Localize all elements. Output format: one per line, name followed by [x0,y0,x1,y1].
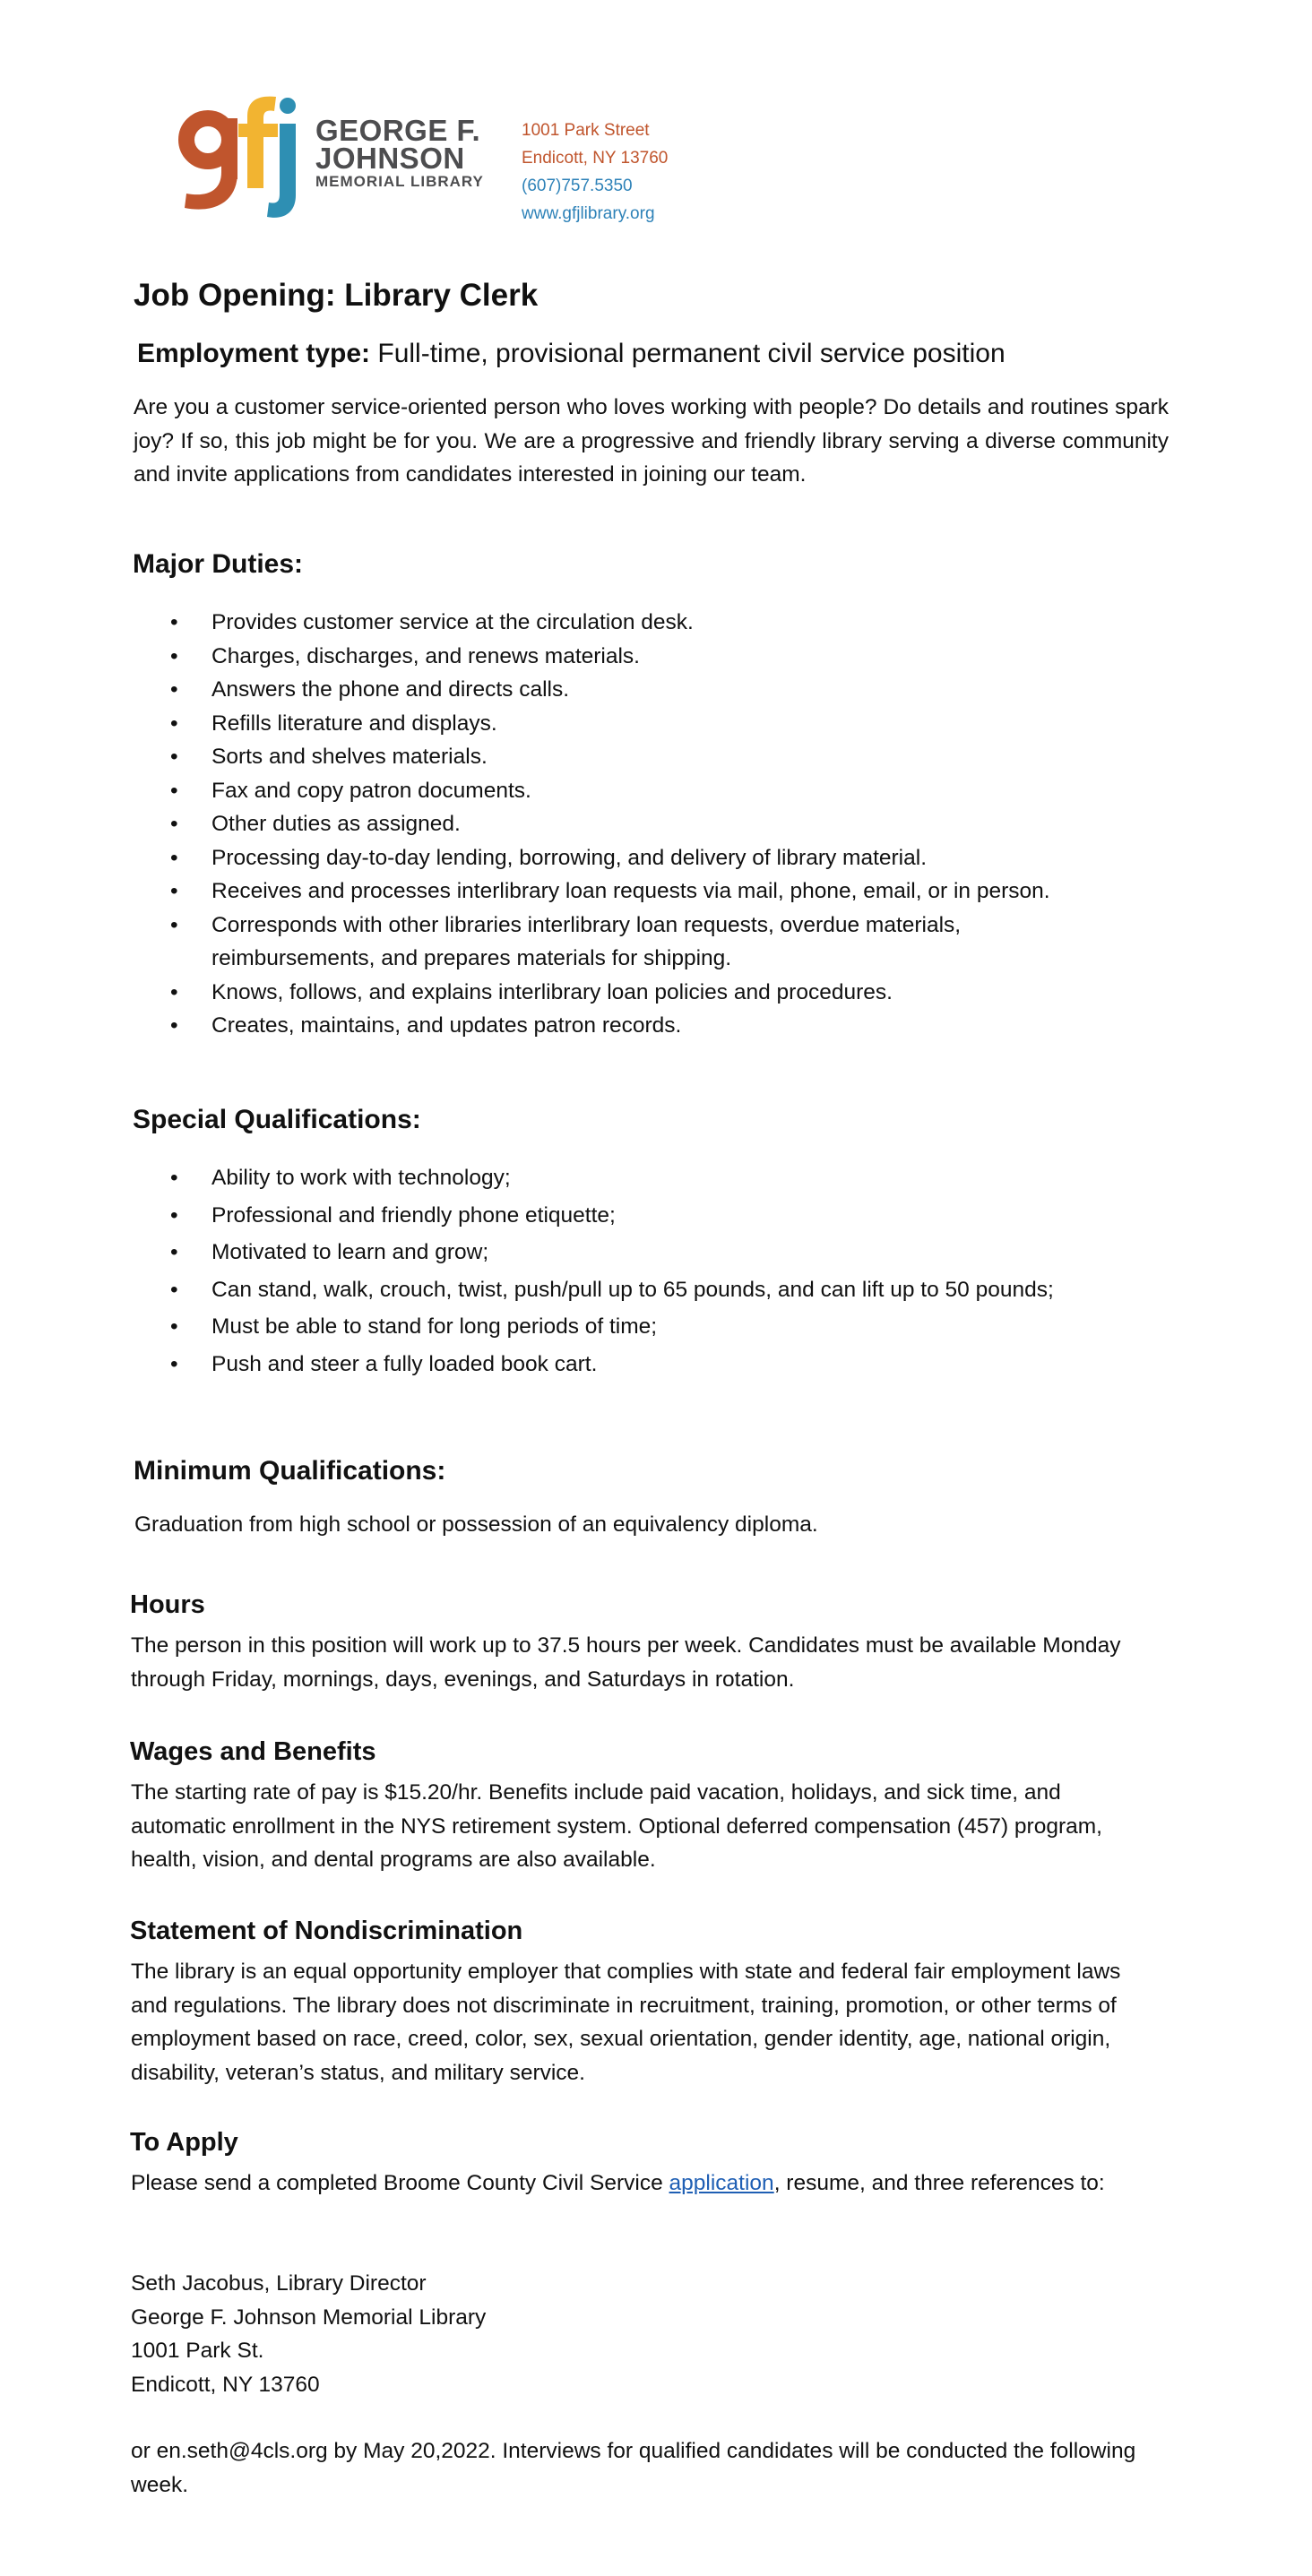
address-street: 1001 Park Street [522,121,650,140]
special-list [170,1159,1210,1383]
list-item: • Creates, maintains, and updates patron records. [170,1009,1210,1043]
address-line: Seth Jacobus, Library Director [131,2271,427,2296]
duties-heading: Major Duties: [133,549,304,579]
library-name-line1: GEORGE F. [315,114,481,147]
list-item: • Provides customer service at the circulation desk. [170,606,1210,640]
list-item: • Can stand, walk, crouch, twist, push/pull up to 65 pounds, and can lift up to 50 pounds; [170,1271,1210,1309]
employment-type [137,339,1006,369]
minimum-text: Graduation from high school or possession of an equivalency diploma. [134,1512,818,1537]
employment-type-value: Full-time, provisional permanent civil service position [370,339,1006,368]
list-item: • Charges, discharges, and renews materials. [170,640,1210,674]
wages-text: The starting rate of pay is $15.20/hr. Benefits include paid vacation, holidays, and sick time, and automatic enrollment in the NYS retirement system. Optional deferred compensation (457) program, health, vision, and dental programs are also available. [131,1780,1102,1872]
list-item: • Processing day-to-day lending, borrowing, and delivery of library material. [170,841,1210,875]
list-item: • Receives and processes interlibrary loan requests via mail, phone, email, or in person. [170,874,1210,909]
address-line: George F. Johnson Memorial Library [131,2305,487,2330]
library-contact-block [522,116,668,228]
address-line: Endicott, NY 13760 [131,2372,320,2397]
nondiscrimination-text: The library is an equal opportunity employer that complies with state and federal fair employment laws and regulations. The library does not discriminate in recruitment, training, promotion, or other terms of employment based on race, creed, color, sex, sexual orientation, gender identity, age, national origin, disability, veteran’s status, and military service. [131,1960,1121,2085]
list-item: • Fax and copy patron documents. [170,774,1210,808]
library-name [315,116,484,192]
mailing-address [131,2267,486,2401]
apply-text [131,2167,1161,2201]
duties-list [170,606,1210,1043]
list-item: • Refills literature and displays. [170,707,1210,741]
library-name-line3: MEMORIAL LIBRARY [315,173,484,190]
wages-heading: Wages and Benefits [130,1737,376,1766]
intro-paragraph: Are you a customer service-oriented person who loves working with people? Do details and routines spark joy? If so, this job might be for you. We are a progressive and friendly library serving a diverse community and invite applications from candidates interested in joining our team. [134,395,1169,487]
list-item: • Other duties as assigned. [170,807,1210,841]
list-item: • Answers the phone and directs calls. [170,673,1210,707]
nondiscrimination-heading: Statement of Nondiscrimination [130,1917,523,1945]
list-item: • Motivated to learn and grow; [170,1234,1210,1271]
list-item: • Corresponds with other libraries interlibrary loan requests, overdue materials, reimbursements, and prepares materials for shipping. [170,909,1210,976]
list-item: • Must be able to stand for long periods of time; [170,1308,1210,1346]
library-logo-icon [176,90,310,224]
apply-text-before: Please send a completed Broome County Civil Service [131,2171,669,2195]
address-city: Endicott, NY 13760 [522,149,669,168]
application-link[interactable]: application [669,2171,774,2195]
list-item: • Sorts and shelves materials. [170,740,1210,774]
minimum-heading: Minimum Qualifications: [134,1456,446,1486]
apply-closing: or en.seth@4cls.org by May 20,2022. Interviews for qualified candidates will be conducted the following week. [131,2439,1136,2497]
address-line: 1001 Park St. [131,2339,264,2363]
phone-number[interactable]: (607)757.5350 [522,177,633,195]
website-link[interactable]: www.gfjlibrary.org [522,204,655,223]
apply-text-after: , resume, and three references to: [773,2171,1105,2195]
hours-text: The person in this position will work up to 37.5 hours per week. Candidates must be available Monday through Friday, mornings, days, evenings, and Saturdays in rotation. [131,1633,1121,1692]
page-title: Job Opening: Library Clerk [134,278,539,313]
apply-heading: To Apply [130,2128,238,2157]
library-name-line2: JOHNSON [315,142,465,175]
list-item: • Push and steer a fully loaded book cart. [170,1346,1210,1383]
special-heading: Special Qualifications: [133,1105,421,1134]
list-item: • Professional and friendly phone etiquette; [170,1197,1210,1235]
list-item: • Ability to work with technology; [170,1159,1210,1197]
employment-type-label: Employment type: [137,339,371,368]
list-item: • Knows, follows, and explains interlibrary loan policies and procedures. [170,976,1210,1010]
hours-heading: Hours [130,1590,205,1619]
